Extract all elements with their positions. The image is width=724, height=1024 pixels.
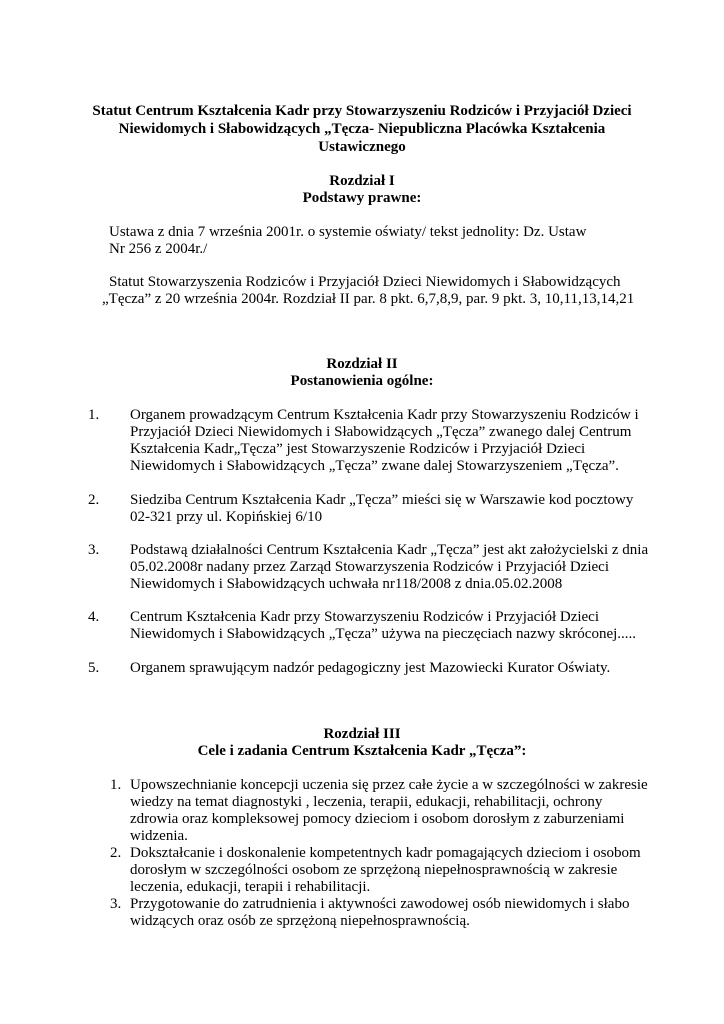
chapter-1-heading: Rozdział I xyxy=(329,173,395,189)
chapter-3-item-1-line-2: wiedzy na temat diagnostyki , leczenia, terapii, edukacji, rehabilitacji, ochrony xyxy=(130,794,603,810)
chapter-2-item-2-number: 2. xyxy=(88,492,100,508)
chapter-2-item-4-line-1: Centrum Kształcenia Kadr przy Stowarzyszeniu Rodziców i Przyjaciół Dzieci xyxy=(130,609,600,625)
chapter-3-item-3-number: 3. xyxy=(110,896,122,912)
chapter-2-item-4-line-2: Niewidomych i Słabowidzących „Tęcza” używa na pieczęciach nazwy skróconej..... xyxy=(130,626,637,642)
chapter-2-subheading: Postanowienia ogólne: xyxy=(290,373,434,389)
chapter-3-item-1-line-4: widzenia. xyxy=(130,828,188,844)
legal-basis-1-line-1: Ustawa z dnia 7 września 2001r. o systemie oświaty/ tekst jednolity: Dz. Ustaw xyxy=(109,224,587,240)
legal-basis-1-line-2: Nr 256 z 2004r./ xyxy=(109,241,208,257)
chapter-3-item-1-line-1: Upowszechnianie koncepcji uczenia się przez całe życie a w szczególności w zakresie xyxy=(130,777,648,793)
chapter-2-item-1-line-3: Kształcenia Kadr„Tęcza” jest Stowarzyszenie Rodziców i Przyjaciół Dzieci xyxy=(130,441,586,457)
document-title-line-2: Niewidomych i Słabowidzących „Tęcza- Niepubliczna Placówka Kształcenia xyxy=(118,121,606,137)
chapter-2-item-2-line-1: Siedziba Centrum Kształcenia Kadr „Tęcza” mieści się w Warszawie kod pocztowy xyxy=(130,492,634,508)
chapter-2-item-5-line-1: Organem sprawującym nadzór pedagogiczny jest Mazowiecki Kurator Oświaty. xyxy=(130,660,611,676)
chapter-2-item-3-line-1: Podstawą działalności Centrum Kształcenia Kadr „Tęcza” jest akt założycielski z dnia xyxy=(130,542,649,558)
chapter-3-item-1-line-3: zdrowia oraz kompleksowej pomocy dzieciom i osobom dorosłym z zaburzeniami xyxy=(130,811,625,827)
chapter-1-subheading: Podstawy prawne: xyxy=(302,190,422,206)
chapter-3-item-3-line-2: widzących oraz osób ze sprzężoną niepełnosprawnością. xyxy=(130,913,470,929)
chapter-2-heading: Rozdział II xyxy=(326,356,398,372)
chapter-3-item-2-line-2: dorosłym w szczególności osobom ze sprzężoną niepełnosprawnością w zakresie xyxy=(130,862,618,878)
chapter-3-heading: Rozdział III xyxy=(323,726,401,742)
legal-basis-2-line-1: Statut Stowarzyszenia Rodziców i Przyjaciół Dzieci Niewidomych i Słabowidzących xyxy=(109,274,621,290)
chapter-2-item-3-line-2: 05.02.2008r nadany przez Zarząd Stowarzyszenia Rodziców i Przyjaciół Dzieci xyxy=(130,559,609,575)
chapter-3-item-2-line-3: leczenia, edukacji, terapii i rehabilitacji. xyxy=(130,879,371,895)
chapter-2-item-1-line-1: Organem prowadzącym Centrum Kształcenia Kadr przy Stowarzyszeniu Rodziców i xyxy=(130,407,639,423)
chapter-3-item-2-line-1: Dokształcanie i doskonalenie kompetentnych kadr pomagających dzieciom i osobom xyxy=(130,845,641,861)
chapter-3-item-1-number: 1. xyxy=(110,777,122,793)
document-title-line-1: Statut Centrum Kształcenia Kadr przy Stowarzyszeniu Rodziców i Przyjaciół Dzieci xyxy=(92,103,632,119)
legal-basis-2-line-2: „Tęcza” z 20 września 2004r. Rozdział II par. 8 pkt. 6,7,8,9, par. 9 pkt. 3, 10,11,13,14,21 xyxy=(102,291,635,307)
chapter-2-item-2-line-2: 02-321 przy ul. Kopińskiej 6/10 xyxy=(130,509,323,525)
chapter-3-item-2-number: 2. xyxy=(110,845,122,861)
chapter-2-item-4-number: 4. xyxy=(88,609,100,625)
chapter-2-item-5-number: 5. xyxy=(88,660,100,676)
chapter-3-subheading: Cele i zadania Centrum Kształcenia Kadr „Tęcza”: xyxy=(197,743,527,759)
chapter-3-item-3-line-1: Przygotowanie do zatrudnienia i aktywności zawodowej osób niewidomych i słabo xyxy=(130,896,630,912)
chapter-2-item-1-line-2: Przyjaciół Dzieci Niewidomych i Słabowidzących „Tęcza” zwanego dalej Centrum xyxy=(130,424,632,440)
chapter-2-item-1-number: 1. xyxy=(88,407,100,423)
chapter-2-item-1-line-4: Niewidomych i Słabowidzących „Tęcza” zwane dalej Stowarzyszeniem „Tęcza”. xyxy=(130,458,619,474)
chapter-2-item-3-number: 3. xyxy=(88,542,100,558)
chapter-2-item-3-line-3: Niewidomych i Słabowidzących uchwała nr118/2008 z dnia.05.02.2008 xyxy=(130,576,563,592)
document-title-line-3: Ustawicznego xyxy=(318,139,406,155)
